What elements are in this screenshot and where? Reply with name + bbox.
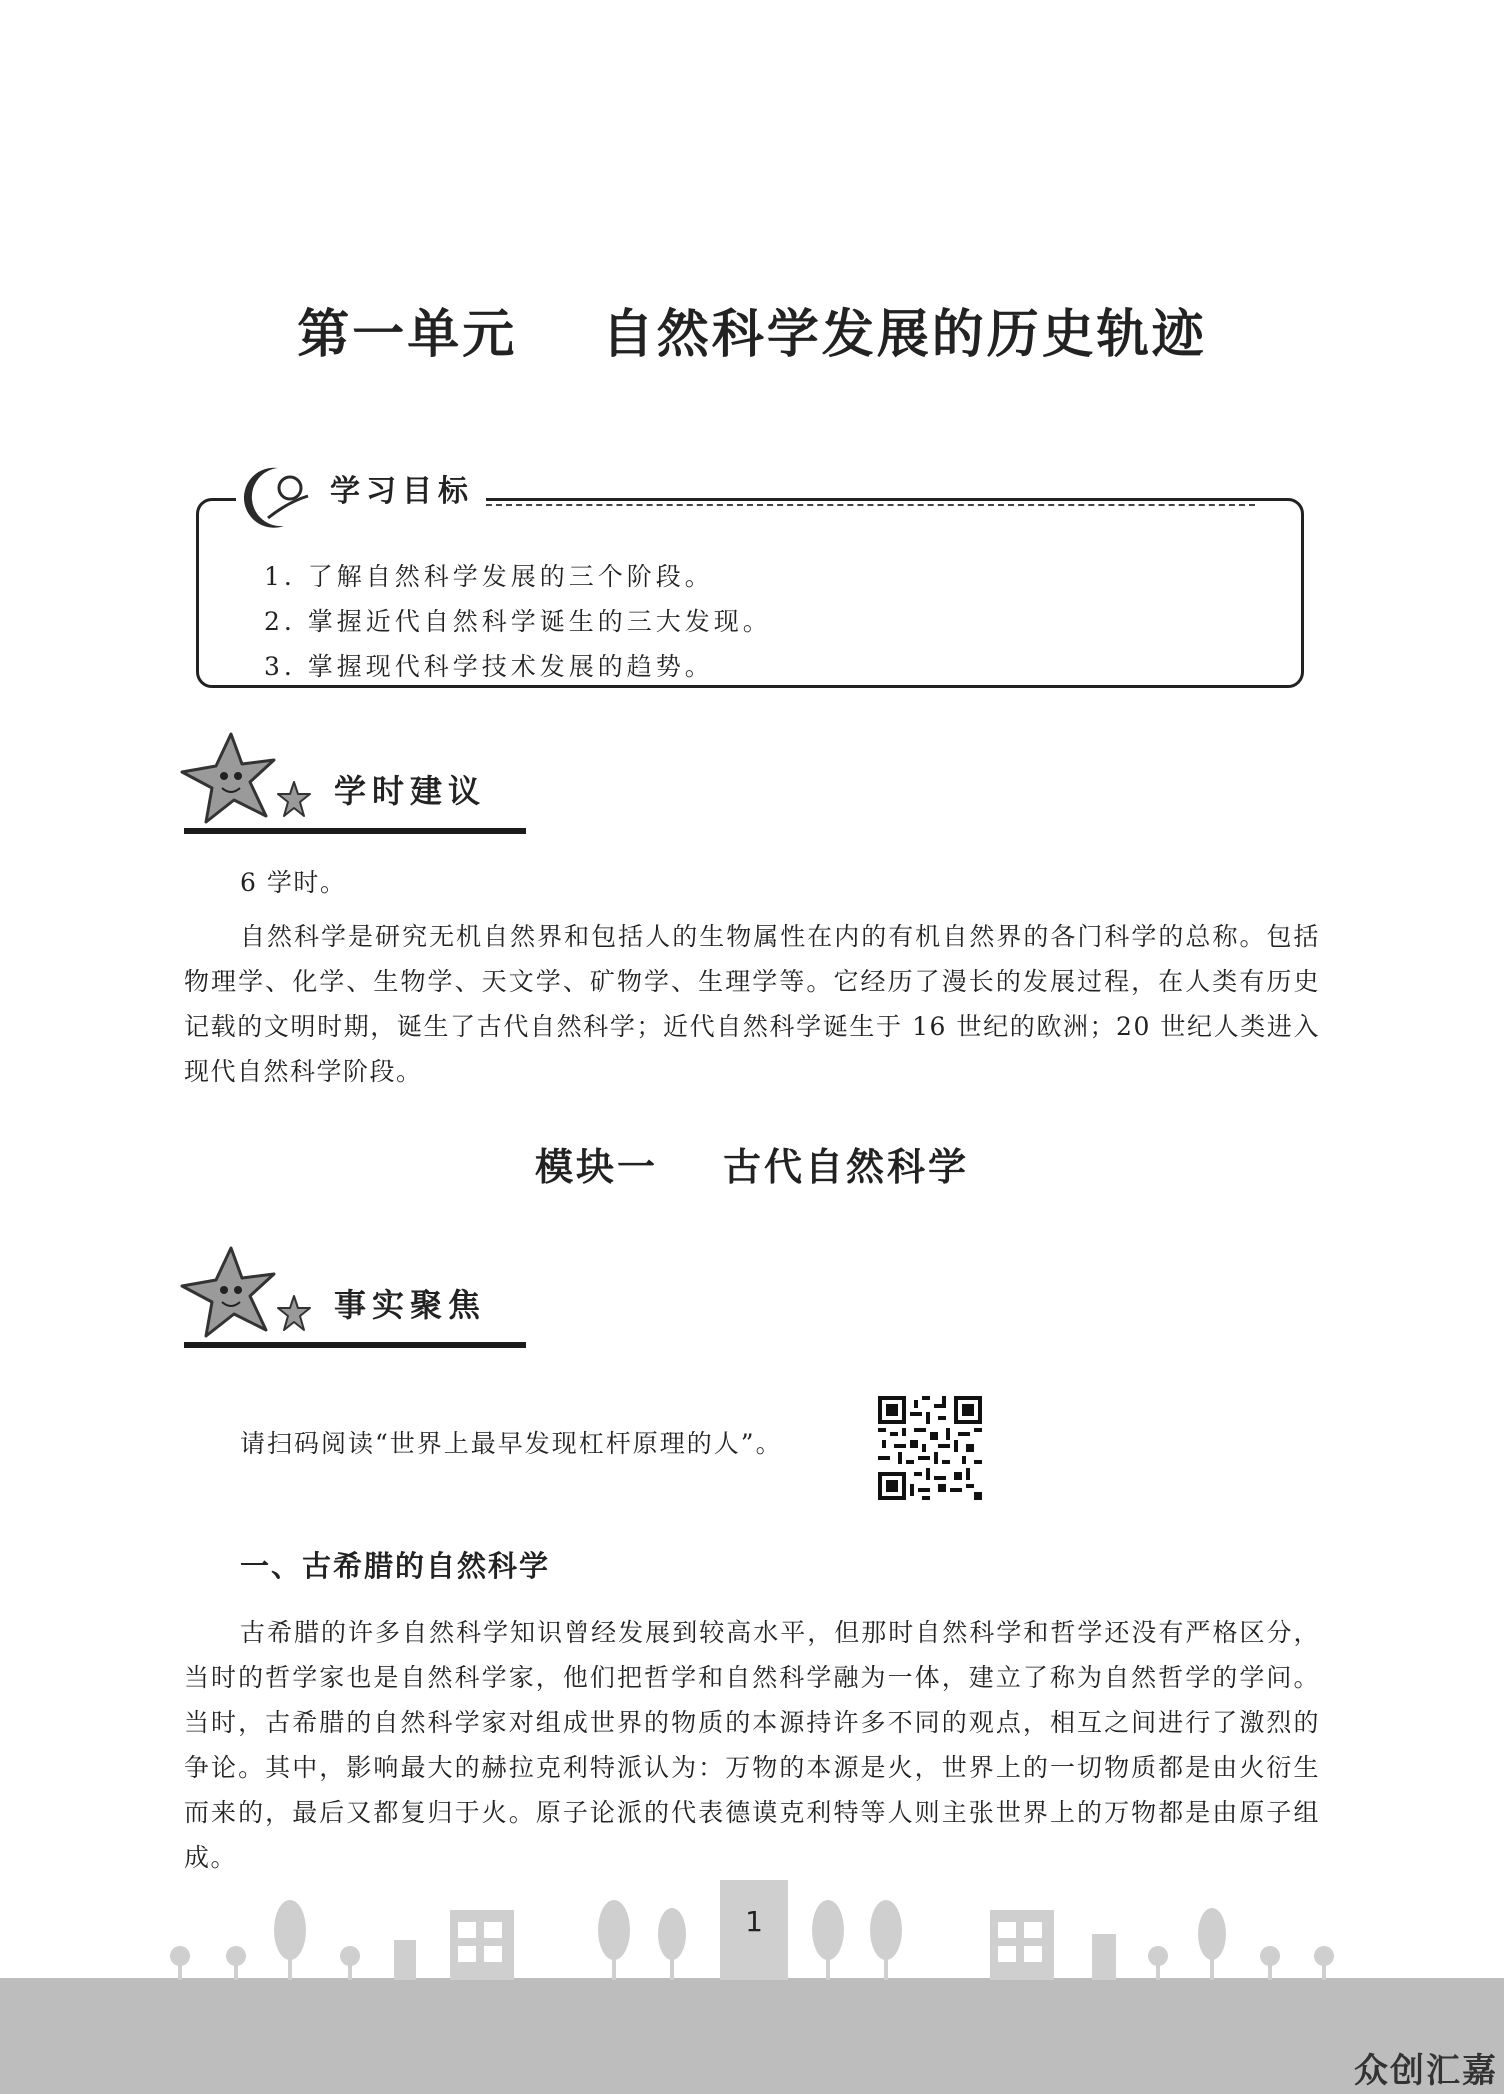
watermark-text: 众创汇嘉 <box>1354 2051 1498 2091</box>
intro-paragraph: 自然科学是研究无机自然界和包括人的生物属性在内的有机自然界的各门科学的总称。包括物理学、化学、生物学、天文学、矿物学、生理学等。它经历了漫长的发展过程，在人类有历史记载的文明时期，诞生了古代自然科学；近代自然科学诞生于 16 世纪的欧洲；20 世纪人类进入现代自然科学阶段。 <box>184 922 1320 1086</box>
facts-underline <box>184 1342 526 1348</box>
objectives-title: 学习目标 <box>330 474 474 509</box>
footer-city-illustration <box>0 1860 1504 2094</box>
objective-item: 2. 掌握近代自然科学诞生的三大发现。 <box>264 607 772 636</box>
objective-item: 3. 掌握现代科学技术发展的趋势。 <box>264 652 714 681</box>
facts-title: 事实聚焦 <box>334 1286 487 1324</box>
qr-code-icon[interactable] <box>878 1396 982 1500</box>
objective-item: 1. 了解自然科学发展的三个阶段。 <box>264 562 714 591</box>
module-title: 模块一 古代自然科学 <box>535 1144 969 1189</box>
starfish-mascot-icon <box>176 1244 326 1344</box>
unit-title: 第一单元 自然科学发展的历史轨迹 <box>297 305 1207 365</box>
objectives-logo-icon <box>238 462 318 532</box>
section-heading: 一、古希腊的自然科学 <box>240 1549 551 1583</box>
page-number: 1 <box>745 1905 763 1938</box>
study-hours-underline <box>184 828 526 834</box>
objectives-list <box>264 554 772 689</box>
study-hours-value: 6 学时。 <box>240 868 347 897</box>
study-hours-title: 学时建议 <box>334 772 487 810</box>
qr-prompt: 请扫码阅读“世界上最早发现杠杆原理的人”。 <box>240 1429 783 1458</box>
section-paragraph: 古希腊的许多自然科学知识曾经发展到较高水平，但那时自然科学和哲学还没有严格区分，当时的哲学家也是自然科学家，他们把哲学和自然科学融为一体，建立了称为自然哲学的学问。当时，古希腊的自然科学家对组成世界的物质的本源持许多不同的观点，相互之间进行了激烈的争论。其中，影响最大的赫拉克利特派认为：万物的本源是火，世界上的一切物质都是由火衍生而来的，最后又都复归于火。原子论派的代表德谟克利特等人则主张世界上的万物都是由原子组成。 <box>184 1618 1320 1872</box>
starfish-mascot-icon <box>176 730 326 830</box>
